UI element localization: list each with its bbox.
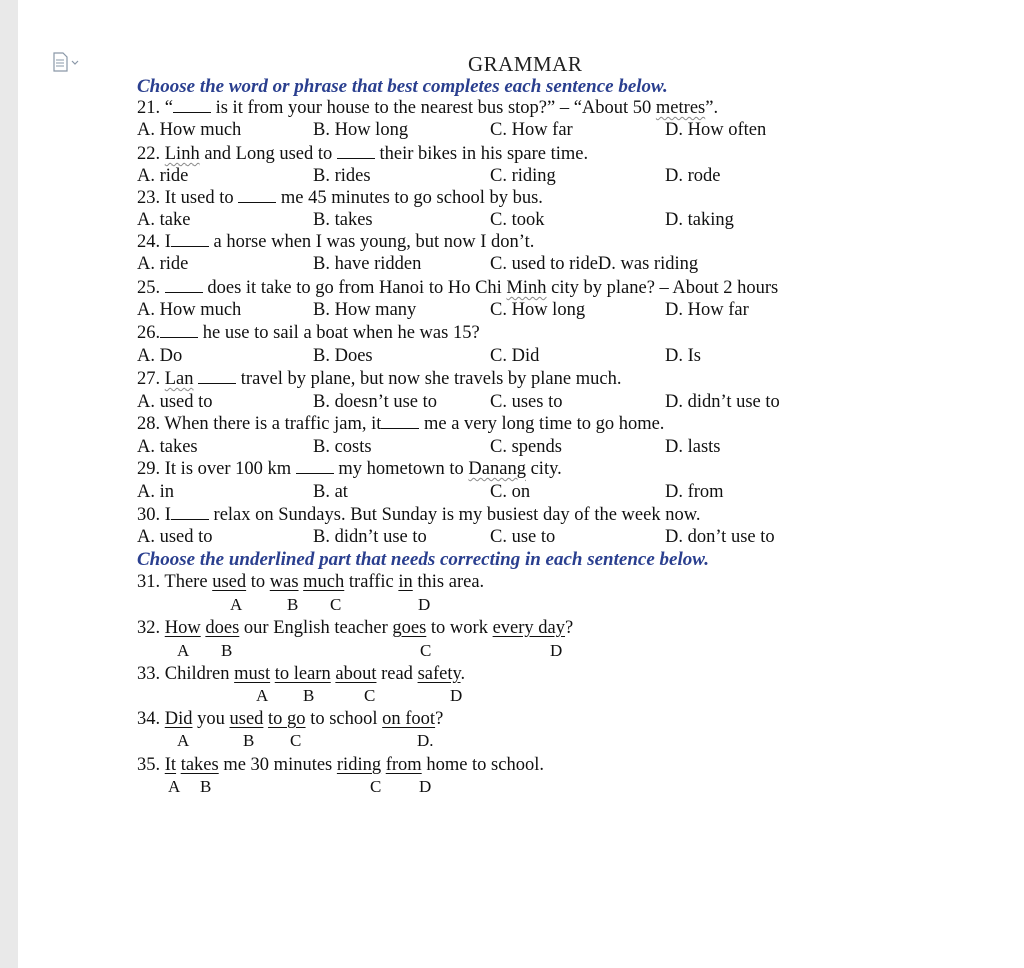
q33-letter-c: C — [364, 686, 376, 705]
question-32: 32. How does our English teacher goes to work every day? — [137, 618, 574, 638]
q34-letter-b: B — [243, 731, 255, 750]
q35-letter-c: C — [370, 777, 382, 796]
q34-letter-a: A — [177, 731, 190, 750]
q30-option-c: C. use to — [490, 527, 556, 547]
q32-letter-d: D — [550, 641, 563, 660]
q25-option-c: C. How long — [490, 300, 586, 320]
q26-option-c: C. Did — [490, 346, 540, 366]
q31-letter-d: D — [418, 595, 431, 614]
q24-option-b: B. have ridden — [313, 254, 422, 274]
q32-letter-c: C — [420, 641, 432, 660]
q22-option-b: B. rides — [313, 166, 371, 186]
q29-option-c: C. on — [490, 482, 531, 502]
q26-option-d: D. Is — [665, 346, 701, 366]
q33-letter-b: B — [303, 686, 315, 705]
q27-option-a: A. used to — [137, 392, 213, 412]
question-27: 27. Lan travel by plane, but now she travels by plane much. — [137, 369, 622, 389]
q32-letter-b: B — [221, 641, 233, 660]
q28-option-b: B. costs — [313, 437, 372, 457]
question-29: 29. It is over 100 km my hometown to Danang city. — [137, 459, 562, 479]
q26-option-b: B. Does — [313, 346, 373, 366]
q23-option-d: D. taking — [665, 210, 734, 230]
q24-option-c: C. used to rideD. was riding — [490, 254, 699, 274]
q24-option-a: A. ride — [137, 254, 189, 274]
q23-option-b: B. takes — [313, 210, 373, 230]
q27-option-c: C. uses to — [490, 392, 563, 412]
q34-letter-c: C — [290, 731, 302, 750]
question-34: 34. Did you used to go to school on foot? — [137, 709, 444, 729]
q21-option-c: C. How far — [490, 120, 573, 140]
q30-option-d: D. don’t use to — [665, 527, 775, 547]
q22-option-a: A. ride — [137, 166, 189, 186]
question-28: 28. When there is a traffic jam, it me a very long time to go home. — [137, 414, 665, 434]
q30-option-a: A. used to — [137, 527, 213, 547]
q25-option-a: A. How much — [137, 300, 242, 320]
q21-option-a: A. How much — [137, 120, 242, 140]
q30-option-b: B. didn’t use to — [313, 527, 427, 547]
q25-option-d: D. How far — [665, 300, 749, 320]
q28-option-d: D. lasts — [665, 437, 721, 457]
q35-letter-b: B — [200, 777, 212, 796]
q31-letter-c: C — [330, 595, 342, 614]
q33-letter-d: D — [450, 686, 463, 705]
question-21: 21. “ is it from your house to the nearest bus stop?” – “About 50 metres”. — [137, 98, 719, 118]
q21-option-b: B. How long — [313, 120, 409, 140]
question-24: 24. I a horse when I was young, but now I don’t. — [137, 232, 535, 252]
q29-option-b: B. at — [313, 482, 348, 502]
document-icon[interactable] — [52, 52, 80, 72]
section2-instruction: Choose the underlined part that needs correcting in each sentence below. — [137, 549, 709, 570]
q27-option-b: B. doesn’t use to — [313, 392, 438, 412]
question-25: 25. does it take to go from Hanoi to Ho Chi Minh city by plane? – About 2 hours — [137, 278, 779, 298]
q32-letter-a: A — [177, 641, 190, 660]
q31-letter-a: A — [230, 595, 243, 614]
q35-letter-a: A — [168, 777, 181, 796]
q22-option-d: D. rode — [665, 166, 721, 186]
q31-letter-b: B — [287, 595, 299, 614]
page-title: GRAMMAR — [468, 52, 583, 76]
q22-option-c: C. riding — [490, 166, 556, 186]
q29-option-a: A. in — [137, 482, 174, 502]
q33-letter-a: A — [256, 686, 269, 705]
q21-option-d: D. How often — [665, 120, 767, 140]
q29-option-d: D. from — [665, 482, 724, 502]
question-35: 35. It takes me 30 minutes riding from home to school. — [137, 755, 544, 775]
q28-option-a: A. takes — [137, 437, 198, 457]
question-26: 26. he use to sail a boat when he was 15? — [137, 323, 480, 343]
q23-option-c: C. took — [490, 210, 545, 230]
question-22: 22. Linh and Long used to their bikes in his spare time. — [137, 144, 589, 164]
q25-option-b: B. How many — [313, 300, 417, 320]
question-33: 33. Children must to learn about read safety. — [137, 664, 466, 684]
q34-letter-d: D. — [417, 731, 434, 750]
q27-option-d: D. didn’t use to — [665, 392, 780, 412]
q35-letter-d: D — [419, 777, 432, 796]
q28-option-c: C. spends — [490, 437, 562, 457]
q23-option-a: A. take — [137, 210, 191, 230]
q26-option-a: A. Do — [137, 346, 183, 366]
question-30: 30. I relax on Sundays. But Sunday is my busiest day of the week now. — [137, 505, 701, 525]
section1-instruction: Choose the word or phrase that best completes each sentence below. — [137, 76, 668, 97]
question-23: 23. It used to me 45 minutes to go school by bus. — [137, 188, 543, 208]
question-31: 31. There used to was much traffic in this area. — [137, 572, 485, 592]
